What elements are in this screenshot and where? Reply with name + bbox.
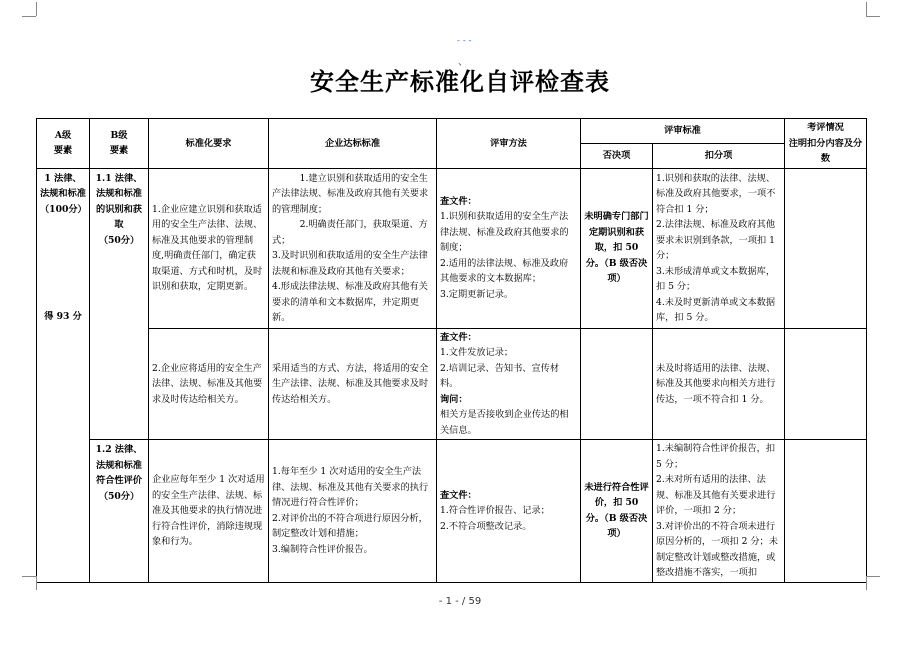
std-item: 2.对评价出的不符合项进行原因分析，制定整改计划和措施；: [272, 512, 428, 540]
b-element-points: （50分）: [98, 490, 140, 502]
col-header-b-line1: B级: [110, 129, 128, 141]
frame-mark: [36, 2, 37, 16]
std-item: 1.每年至少 1 次对适用的安全生产法律、法规、标准及其他有关要求的执行情况进行符合性评价；: [272, 466, 429, 509]
requirement-cell: 企业应每年至少 1 次对适用的安全生产法律、法规、标准及其他要求的执行情况进行符合性评价，消除违规现象和行为。: [149, 440, 269, 583]
deduct-item: 2.未对所有适用的法律、法规、标准及其他有关要求进行评价，一项扣 2 分；: [656, 474, 776, 516]
col-header-b: [90, 119, 149, 169]
col-header-standard-req: 标准化要求: [149, 119, 269, 169]
method-cell: [437, 440, 581, 583]
evaluation-table: [36, 118, 867, 583]
deduct-item: 2.法律法规、标准及政府其他要求未识别到条款，一项扣 1 分；: [656, 219, 776, 261]
deduct-item: 1.未编制符合性评价报告，扣 5 分；: [656, 443, 776, 470]
enterprise-std-cell: [269, 440, 437, 583]
b-element-cell: [90, 440, 149, 583]
std-item: 1.建立识别和获取适用的安全生产法律法规、标准及政府其他有关要求的管理制度；: [272, 172, 429, 215]
table-row: [37, 440, 867, 583]
table-row: [37, 168, 867, 328]
method-heading: 查文件：: [440, 489, 477, 501]
deduct-cell: [653, 440, 785, 583]
table-row: [37, 328, 867, 440]
deduct-item: 1.识别和获取的法律、法规、标准及政府其他要求，一项不符合扣 1 分；: [656, 172, 776, 215]
std-item: 4.形成法律法规、标准及政府其他有关要求的清单和文本数据库，并定期更新。: [272, 281, 428, 323]
method-item: 1.文件发放记录；: [440, 347, 514, 358]
header-tick: 、: [458, 57, 468, 68]
frame-mark: [866, 576, 867, 590]
frame-mark: [36, 576, 37, 590]
col-header-enterprise-std: 企业达标标准: [269, 119, 437, 169]
deduct-item: 4.未及时更新清单或文本数据库，扣 5 分。: [656, 296, 776, 323]
std-item: 2.明确责任部门，获取渠道、方式；: [272, 219, 428, 246]
frame-mark: [866, 576, 880, 577]
col-header-score: [785, 119, 867, 169]
score-cell: [785, 440, 867, 583]
a-element-name: 1 法律、法规和标准: [40, 172, 86, 199]
std-item: 3.编制符合性评价报告。: [272, 543, 373, 555]
veto-cell: [581, 328, 653, 440]
enterprise-std-cell: 采用适当的方式、方法，将适用的安全生产法律、法规、标准及其他要求及时传达给相关方。: [269, 328, 437, 440]
veto-cell: 未明确专门部门定期识别和获取，扣 50 分。（B 级否决项）: [581, 168, 653, 328]
a-element-points: （100分）: [40, 203, 87, 215]
method-item: 2.适用的法律法规、标准及政府其他要求的文本数据库；: [440, 257, 569, 285]
frame-mark: [866, 16, 880, 17]
col-header-b-line2: 要素: [109, 145, 129, 157]
method-cell: [437, 328, 581, 440]
col-header-score-line3: 数: [820, 153, 831, 164]
b-element-name: 1.2 法律、法规和标准符合性评价: [95, 444, 143, 486]
method-heading: 询问：: [440, 393, 468, 405]
col-header-a: [37, 119, 90, 169]
deduct-item: 3.对评价出的不符合项未进行原因分析的，一项扣 2 分；未制定整改计划或整改措施，或整改措施不落实，一项扣: [656, 520, 778, 578]
deduct-cell: 未及时将适用的法律、法规、标准及其他要求向相关方进行传达，一项不符合扣 1 分。: [653, 328, 785, 440]
frame-mark: [22, 576, 36, 577]
col-header-score-line1: 考评情况: [807, 122, 844, 133]
method-item: 3.定期更新记录。: [440, 288, 514, 300]
deduct-cell: [653, 168, 785, 328]
a-element-result: 得 93 分: [44, 311, 82, 322]
col-header-score-line2: 注明扣分内容及分: [788, 137, 863, 149]
score-cell: [785, 328, 867, 440]
b-element-points: （50分）: [98, 234, 140, 246]
requirement-cell: 1.企业应建立识别和获取适用的安全生产法律、法规、标准及其他要求的管理制度,明确责任部门，确定获取渠道、方式和时机，及时识别和获取，定期更新。: [149, 168, 269, 328]
deduct-item: 3.未形成清单或文本数据库，扣 5 分；: [656, 265, 776, 292]
method-item: 2.不符合项整改记录。: [440, 520, 532, 532]
method-item: 1.符合性评价报告、记录；: [440, 505, 550, 516]
header-mark: ---: [456, 36, 474, 45]
method-heading: 查文件：: [440, 331, 477, 343]
frame-mark: [866, 2, 867, 16]
col-header-method: 评审方法: [437, 119, 581, 169]
frame-mark: [22, 16, 36, 17]
col-header-criteria: 评审标准: [581, 119, 785, 144]
a-element-cell: [37, 168, 90, 582]
method-item: 2.培训记录、告知书、宣传材料。: [440, 362, 560, 389]
col-header-a-line1: A级: [54, 129, 72, 141]
col-header-deduct: 扣分项: [653, 144, 785, 168]
method-item: 1.识别和获取适用的安全生产法律法规、标准及政府其他要求的制度；: [440, 211, 569, 254]
std-item: 3.及时识别和获取适用的安全生产法律法规和标准及政府其他有关要求；: [272, 250, 428, 277]
enterprise-std-cell: [269, 168, 437, 328]
requirement-cell: 2.企业应将适用的安全生产法律、法规、标准及其他要求及时传达给相关方。: [149, 328, 269, 440]
b-element-cell: [90, 168, 149, 440]
method-item: 相关方是否接收到企业传达的相关信息。: [440, 409, 569, 436]
page-title: 安全生产标准化自评检查表: [310, 68, 610, 96]
method-cell: [437, 168, 581, 328]
veto-cell: 未进行符合性评价，扣 50 分。（B 级否决项）: [581, 440, 653, 583]
col-header-veto: 否决项: [581, 144, 653, 168]
page-number: - 1 - / 59: [438, 596, 482, 607]
method-heading: 查文件：: [440, 195, 477, 207]
b-element-name: 1.1 法律、法规和标准的识别和获取: [95, 172, 143, 230]
col-header-a-line2: 要素: [53, 145, 73, 157]
score-cell: [785, 168, 867, 328]
